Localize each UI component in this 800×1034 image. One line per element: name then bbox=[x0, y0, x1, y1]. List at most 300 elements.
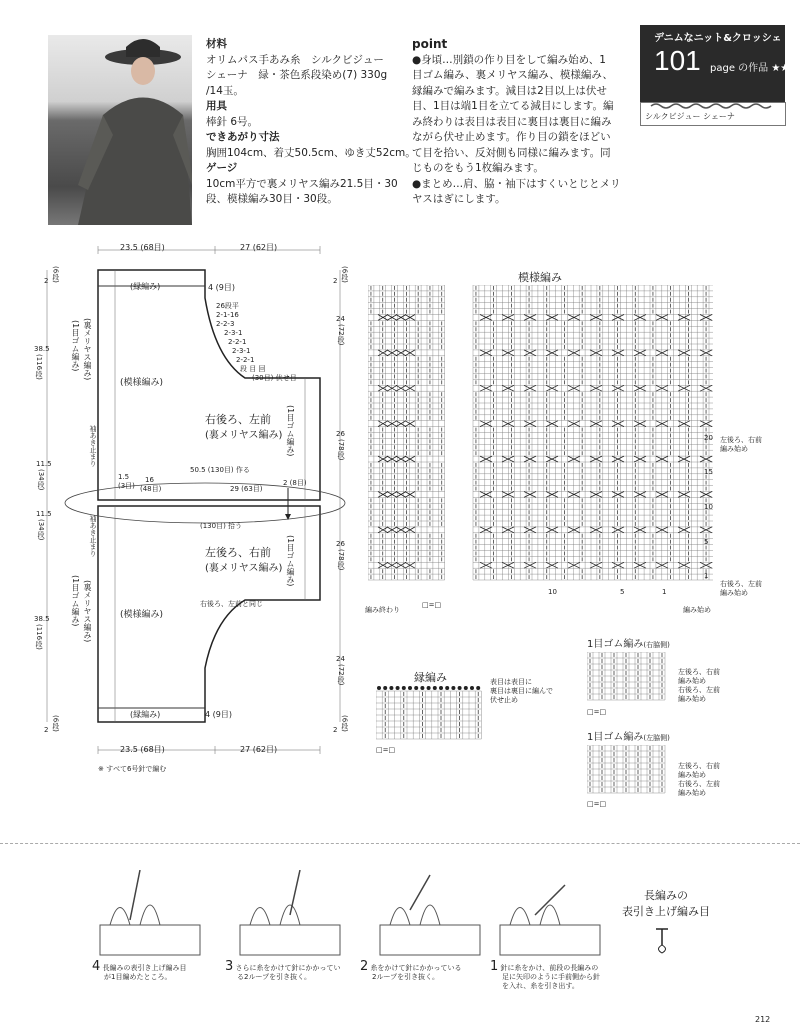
material-text: シェーナ 緑・茶色系段染め(7) 330g bbox=[206, 69, 388, 81]
tool-text: 棒針 6号。 bbox=[206, 115, 259, 128]
rib-label: 左後ろ、右前 bbox=[678, 668, 720, 676]
cable-cross bbox=[678, 456, 690, 462]
cable-cross bbox=[612, 492, 624, 498]
dim-value: 26 bbox=[336, 540, 345, 548]
rib-left-top: (1目ゴム編み) bbox=[71, 320, 80, 372]
dim-value: (72段) bbox=[337, 324, 345, 346]
left-dim-2b bbox=[44, 715, 60, 735]
cable-cross bbox=[590, 562, 602, 568]
stitch-symbol-icon bbox=[652, 925, 672, 955]
dim-top-left: 23.5 (68目) bbox=[120, 243, 165, 252]
dim-value: (34段) bbox=[37, 519, 45, 541]
rib-chart-left bbox=[587, 745, 667, 795]
rib-label: 編み始め bbox=[678, 789, 706, 797]
side-open-b: 袖あき止まり bbox=[89, 515, 97, 557]
cable-cross bbox=[502, 562, 514, 568]
dec-row: 2-2-1 bbox=[228, 338, 247, 346]
cable-cross bbox=[590, 456, 602, 462]
cable-cross bbox=[480, 385, 492, 391]
step-number: 2 bbox=[360, 959, 369, 974]
cable-cross bbox=[387, 527, 397, 533]
dim-value: (116段) bbox=[35, 624, 43, 650]
bind-off-mark bbox=[476, 686, 480, 690]
pattern-chart bbox=[368, 285, 713, 595]
cable-cross bbox=[656, 456, 668, 462]
dim-value: (116段) bbox=[35, 354, 43, 380]
make-text: 50.5 (130目) 作る bbox=[190, 466, 250, 474]
decrease-table bbox=[216, 302, 297, 383]
cable-cross bbox=[700, 492, 712, 498]
bind-off-mark bbox=[389, 686, 393, 690]
d15: 1.5 bbox=[118, 473, 130, 481]
dim-value: 2 bbox=[44, 276, 49, 285]
fuchi-bottom-label: (縁編み) bbox=[130, 710, 161, 719]
cable-cross bbox=[405, 350, 415, 356]
cable-cross bbox=[656, 385, 668, 391]
bind-off-mark bbox=[439, 686, 443, 690]
cable-cross bbox=[480, 421, 492, 427]
point-line: 目ゴム編み、裏メリヤス編み、模様編み、 bbox=[412, 69, 613, 81]
right-dim-26a bbox=[336, 430, 345, 460]
fuchi-note-line: 伏せ止め bbox=[490, 696, 518, 704]
cable-cross bbox=[612, 350, 624, 356]
bind-off-mark bbox=[458, 686, 462, 690]
cable-cross bbox=[387, 385, 397, 391]
cable-cross bbox=[546, 350, 558, 356]
model-illustration bbox=[48, 35, 192, 225]
cable-cross bbox=[378, 492, 388, 498]
cable-cross bbox=[387, 315, 397, 321]
bind-off-mark bbox=[414, 686, 418, 690]
left-dim-2a bbox=[44, 266, 60, 286]
dim-value: 26 bbox=[336, 430, 345, 438]
cable-cross bbox=[700, 385, 712, 391]
rib-vertical-bottom: (1目ゴム編み) bbox=[286, 535, 295, 587]
dec-row: 2-3-1 bbox=[232, 347, 251, 355]
dim-top-right: 27 (62目) bbox=[240, 243, 278, 252]
page-number-large: 101 bbox=[654, 45, 701, 76]
size-title: できあがり寸法 bbox=[206, 131, 280, 143]
step-text: 長編みの表引き上げ編み目 bbox=[102, 964, 187, 972]
rb-start-label bbox=[720, 580, 762, 598]
d16: 16 bbox=[145, 476, 154, 484]
cable-cross bbox=[678, 562, 690, 568]
point-line: ながら伏せ止めます。作り目の鎖をほどい bbox=[412, 131, 611, 143]
cable-cross bbox=[678, 315, 690, 321]
step-illustrations bbox=[90, 870, 610, 970]
step-number: 1 bbox=[490, 959, 499, 974]
step4-caption bbox=[92, 959, 187, 982]
cable-cross bbox=[546, 456, 558, 462]
cable-cross bbox=[502, 456, 514, 462]
step-text: る2ループを引き抜く。 bbox=[237, 973, 311, 981]
step4-illustration bbox=[100, 870, 200, 955]
step2-illustration bbox=[380, 875, 480, 955]
same-note: 右後ろ、左前と同じ bbox=[200, 600, 263, 608]
cable-cross bbox=[546, 492, 558, 498]
legend-fuchi: □=□ bbox=[376, 746, 396, 754]
start-label: 編み始め bbox=[720, 445, 748, 453]
cable-cross bbox=[480, 456, 492, 462]
col-label-10: 10 bbox=[548, 588, 557, 596]
dim-value: (34段) bbox=[37, 469, 45, 491]
point-line: み終わりは表目は表目に裏目は裏目に編み bbox=[412, 115, 612, 128]
cable-cross bbox=[405, 315, 415, 321]
cable-cross bbox=[502, 527, 514, 533]
cable-cross bbox=[656, 492, 668, 498]
cable-cross bbox=[612, 421, 624, 427]
rib-label: 左後ろ、右前 bbox=[678, 762, 720, 770]
model-photo bbox=[48, 35, 192, 225]
point-line: 縁編みで編みます。減目は2目以上は伏せ bbox=[412, 84, 607, 97]
dec-row: 2-3-1 bbox=[224, 329, 243, 337]
point-line: て目を拾い、反対側も同様に編みます。同 bbox=[412, 146, 611, 159]
cable-cross bbox=[480, 315, 492, 321]
category-banner bbox=[640, 25, 790, 102]
cable-cross bbox=[568, 562, 580, 568]
bind-off-mark bbox=[445, 686, 449, 690]
left-dim-385b bbox=[34, 615, 50, 650]
rib-right-title bbox=[587, 637, 670, 653]
fuchi-chart-title: 縁編み bbox=[414, 671, 447, 684]
cable-cross bbox=[612, 385, 624, 391]
cable-cross bbox=[612, 562, 624, 568]
cable-cross bbox=[502, 385, 514, 391]
fuchi-note bbox=[490, 678, 553, 705]
start-label: 編み始め bbox=[683, 606, 711, 614]
right-dim-26b bbox=[336, 540, 345, 570]
cable-cross bbox=[502, 492, 514, 498]
dim-value: (6段) bbox=[51, 715, 60, 732]
row-label-15: 15 bbox=[704, 468, 713, 476]
dim-value: (6段) bbox=[340, 715, 349, 732]
cable-cross bbox=[656, 562, 668, 568]
gauge-text: 段、模様編み30目・30段。 bbox=[206, 193, 338, 205]
cable-cross bbox=[656, 527, 668, 533]
cable-cross bbox=[546, 315, 558, 321]
yarn-label: シルクビジュー シェーナ bbox=[645, 112, 735, 121]
cable-cross bbox=[524, 562, 536, 568]
left-dim-115a bbox=[36, 460, 52, 490]
step1-illustration bbox=[500, 885, 600, 955]
step-text: 針に糸をかけ、前段の長編みの bbox=[500, 964, 599, 972]
dim-value: (78段) bbox=[337, 549, 345, 571]
cable-cross bbox=[524, 527, 536, 533]
bind-off-mark bbox=[420, 686, 424, 690]
rb-label: 右後ろ、左前 bbox=[205, 413, 271, 426]
cable-cross bbox=[387, 562, 397, 568]
cable-cross bbox=[590, 350, 602, 356]
right-dim-2a bbox=[333, 266, 349, 286]
bind-off-mark bbox=[402, 686, 406, 690]
dim-value: 11.5 bbox=[36, 460, 52, 468]
point-block bbox=[412, 37, 621, 208]
dim-bottom-right: 27 (62目) bbox=[240, 745, 278, 754]
step-text: を入れ、糸を引き出す。 bbox=[502, 982, 579, 990]
cable-cross bbox=[700, 421, 712, 427]
cable-cross bbox=[405, 527, 415, 533]
fuchi-note-line: 裏目は裏目に編んで bbox=[490, 687, 553, 695]
point-lines bbox=[412, 53, 621, 208]
cable-cross bbox=[524, 421, 536, 427]
d48: (48目) bbox=[140, 485, 162, 493]
start-label: 編み始め bbox=[720, 589, 748, 597]
dim-value: 24 bbox=[336, 315, 345, 323]
d2: 2 (8目) bbox=[283, 479, 307, 487]
point-line: 目、1目は端1目を立てる減目にします。編 bbox=[412, 100, 614, 112]
cable-cross bbox=[405, 385, 415, 391]
bind-off-mark bbox=[451, 686, 455, 690]
cable-cross bbox=[678, 492, 690, 498]
cable-cross bbox=[387, 492, 397, 498]
cable-cross bbox=[568, 421, 580, 427]
dim-value: 38.5 bbox=[34, 345, 50, 353]
rib-left-title bbox=[587, 730, 670, 746]
moyou-top-label: (模様編み) bbox=[120, 378, 164, 388]
step-number: 4 bbox=[92, 959, 101, 974]
col-label-5: 5 bbox=[620, 588, 625, 596]
step3-caption bbox=[225, 959, 341, 982]
section-divider bbox=[0, 843, 800, 844]
rib-subtitle: (右脇側) bbox=[643, 641, 670, 649]
cable-cross bbox=[546, 385, 558, 391]
material-text: オリムパス手あみ糸 シルクビジュー bbox=[206, 53, 384, 66]
bind-off-mark bbox=[377, 686, 381, 690]
needle-note: ※ すべて6号針で編む bbox=[98, 765, 167, 773]
end-label: 編み終わり bbox=[365, 606, 400, 614]
cable-cross bbox=[524, 385, 536, 391]
bind-off-mark bbox=[408, 686, 412, 690]
page-suffix: page の作品 ★★ bbox=[710, 63, 790, 74]
cable-cross bbox=[524, 315, 536, 321]
cable-cross bbox=[378, 350, 388, 356]
ura-left-top: (裏メリヤス編み) bbox=[83, 318, 92, 381]
cable-cross bbox=[378, 562, 388, 568]
rib-label: 編み始め bbox=[678, 695, 706, 703]
point-line: ●身頃…別鎖の作り目をして編み始め、1 bbox=[412, 53, 606, 66]
four-top-label: 4 (9目) bbox=[208, 283, 235, 292]
cable-cross bbox=[568, 456, 580, 462]
bind-off-mark bbox=[396, 686, 400, 690]
dec-row: 2-1-16 bbox=[216, 311, 239, 319]
left-dim-115b bbox=[36, 510, 52, 540]
cable-cross bbox=[612, 527, 624, 533]
cable-cross bbox=[387, 421, 397, 427]
cable-cross bbox=[480, 562, 492, 568]
cable-cross bbox=[546, 421, 558, 427]
cable-cross bbox=[378, 315, 388, 321]
rib-label: 右後ろ、左前 bbox=[678, 780, 720, 788]
step3-illustration bbox=[240, 870, 340, 955]
tool-title: 用具 bbox=[206, 100, 227, 112]
bind-off-mark bbox=[470, 686, 474, 690]
row-label-20: 20 bbox=[704, 434, 713, 442]
cable-cross bbox=[700, 527, 712, 533]
size-text: 胸囲104cm、着丈50.5cm、ゆき丈52cm。 bbox=[206, 146, 416, 159]
rib-left-labels bbox=[678, 762, 720, 798]
cable-cross bbox=[590, 492, 602, 498]
step-text: さらに糸をかけて針にかかってい bbox=[235, 964, 341, 972]
cable-cross bbox=[612, 315, 624, 321]
dim-value: 38.5 bbox=[34, 615, 50, 623]
dim-value: 24 bbox=[336, 655, 345, 663]
cable-cross bbox=[378, 527, 388, 533]
cable-cross bbox=[480, 492, 492, 498]
step-text: 2ループを引き抜く。 bbox=[372, 973, 439, 981]
dim-value: (72段) bbox=[337, 664, 345, 686]
row-label-5: 5 bbox=[704, 538, 709, 546]
cable-cross bbox=[656, 350, 668, 356]
right-dim-2b bbox=[333, 715, 349, 735]
cable-cross bbox=[590, 527, 602, 533]
moyou-chart-title: 模様編み bbox=[518, 271, 562, 284]
dim-value: (6段) bbox=[340, 266, 349, 283]
start-label: 左後ろ、右前 bbox=[720, 436, 762, 444]
cable-cross bbox=[590, 315, 602, 321]
point-line: ヤスはぎにします。 bbox=[412, 193, 506, 205]
cable-cross bbox=[590, 421, 602, 427]
dim-value: 11.5 bbox=[36, 510, 52, 518]
rib-label: 編み始め bbox=[678, 677, 706, 685]
dim-value: 2 bbox=[44, 725, 49, 734]
cable-cross bbox=[568, 350, 580, 356]
dim-bottom-left: 23.5 (68目) bbox=[120, 745, 165, 754]
bind-off-mark bbox=[433, 686, 437, 690]
bind-off-mark bbox=[383, 686, 387, 690]
yarn-swatch-icon bbox=[641, 101, 785, 111]
pick-text: (130目) 拾う bbox=[200, 522, 243, 530]
rib-title: 1目ゴム編み bbox=[587, 639, 644, 650]
rib-left-bottom: (1目ゴム編み) bbox=[71, 575, 80, 627]
cable-cross bbox=[546, 562, 558, 568]
cable-cross bbox=[387, 456, 397, 462]
cable-cross bbox=[378, 456, 388, 462]
col-label-1: 1 bbox=[662, 588, 667, 596]
cable-cross bbox=[405, 421, 415, 427]
cable-cross bbox=[678, 421, 690, 427]
gauge-text: 10cm平方で裏メリヤス編み21.5目・30 bbox=[206, 177, 398, 190]
right-dim-24b bbox=[336, 655, 345, 685]
dec-row: 2-2-3 bbox=[216, 320, 235, 328]
gauge-title: ゲージ bbox=[206, 162, 238, 174]
four-bottom-label: 4 (9目) bbox=[205, 710, 232, 719]
side-open-a: 袖あき止まり bbox=[89, 425, 97, 467]
fuchi-note-line: 表目は表目に bbox=[490, 678, 532, 686]
cable-cross bbox=[524, 492, 536, 498]
cable-cross bbox=[678, 350, 690, 356]
cable-cross bbox=[590, 385, 602, 391]
cable-cross bbox=[502, 421, 514, 427]
bind-off-mark bbox=[464, 686, 468, 690]
rib-right-labels bbox=[678, 668, 720, 704]
point-line: ●まとめ…肩、脇・袖下はすくいとじとメリ bbox=[412, 177, 621, 190]
technique-title-line: 長編みの bbox=[644, 889, 688, 902]
rib-subtitle: (左脇側) bbox=[643, 734, 670, 742]
step-number: 3 bbox=[225, 959, 234, 974]
technique-title-line: 表引き上げ編み目 bbox=[622, 904, 710, 918]
step-text: 糸をかけて針にかかっている bbox=[370, 964, 462, 972]
cable-cross bbox=[612, 456, 624, 462]
dec-row: 2-2-1 bbox=[236, 356, 255, 364]
legend-rib-right: □=□ bbox=[587, 708, 607, 716]
material-text: /14玉。 bbox=[206, 84, 244, 97]
rib-label: 右後ろ、左前 bbox=[678, 686, 720, 694]
rib-vertical-top: (1目ゴム編み) bbox=[286, 405, 295, 457]
step1-caption bbox=[490, 959, 600, 991]
dim-value: (78段) bbox=[337, 439, 345, 461]
dim-value: 2 bbox=[333, 725, 338, 734]
rib-chart-right bbox=[587, 652, 667, 702]
border-chart bbox=[376, 685, 486, 743]
point-line: じものをもう1枚編みます。 bbox=[412, 162, 544, 174]
d3: (3目) bbox=[118, 482, 135, 490]
cable-cross bbox=[700, 456, 712, 462]
dec-row: (30目) 伏せ目 bbox=[252, 374, 297, 382]
rb-sub: (裏メリヤス編み) bbox=[205, 430, 283, 441]
legend-moyou: □=□ bbox=[422, 601, 442, 609]
step-text: が1目編めたところ。 bbox=[104, 973, 172, 981]
cable-cross bbox=[656, 315, 668, 321]
cable-cross bbox=[405, 562, 415, 568]
cable-cross bbox=[405, 492, 415, 498]
cable-cross bbox=[502, 350, 514, 356]
lb-start-label bbox=[720, 436, 762, 454]
cable-cross bbox=[378, 421, 388, 427]
legend-rib-left: □=□ bbox=[587, 800, 607, 808]
cable-cross bbox=[387, 350, 397, 356]
cable-cross bbox=[568, 315, 580, 321]
cable-cross bbox=[700, 315, 712, 321]
fuchi-top-label: (縁編み) bbox=[130, 282, 161, 291]
lb-sub: (裏メリヤス編み) bbox=[205, 563, 283, 574]
dim-value: (6段) bbox=[51, 266, 60, 283]
ura-left-bottom: (裏メリヤス編み) bbox=[83, 580, 92, 643]
dec-row: 段 目 回 bbox=[240, 365, 266, 373]
point-title: point bbox=[412, 37, 448, 51]
cable-cross bbox=[568, 527, 580, 533]
technique-title bbox=[622, 888, 710, 919]
cable-cross bbox=[546, 527, 558, 533]
row-label-10: 10 bbox=[704, 503, 713, 511]
cable-cross bbox=[568, 385, 580, 391]
materials-block bbox=[206, 37, 416, 208]
dec-row: 26段平 bbox=[216, 302, 239, 310]
d29: 29 (63目) bbox=[230, 485, 263, 493]
cable-cross bbox=[480, 350, 492, 356]
cable-cross bbox=[378, 385, 388, 391]
right-dim-24a bbox=[336, 315, 345, 345]
cable-cross bbox=[502, 315, 514, 321]
cable-cross bbox=[405, 456, 415, 462]
cable-cross bbox=[678, 385, 690, 391]
lb-label: 左後ろ、右前 bbox=[205, 546, 271, 559]
cable-cross bbox=[568, 492, 580, 498]
start-label: 右後ろ、左前 bbox=[720, 580, 762, 588]
cable-cross bbox=[656, 421, 668, 427]
cable-cross bbox=[700, 350, 712, 356]
dim-value: 2 bbox=[333, 276, 338, 285]
cable-cross bbox=[678, 527, 690, 533]
rib-title: 1目ゴム編み bbox=[587, 732, 644, 743]
page-number: 212 bbox=[755, 1015, 771, 1024]
cable-cross bbox=[700, 562, 712, 568]
step2-caption bbox=[360, 959, 462, 982]
cable-cross bbox=[524, 350, 536, 356]
yarn-swatch-box bbox=[640, 102, 786, 126]
cable-cross bbox=[480, 527, 492, 533]
cable-cross bbox=[524, 456, 536, 462]
step-text: 足に矢印のように手前側から針 bbox=[502, 973, 600, 981]
